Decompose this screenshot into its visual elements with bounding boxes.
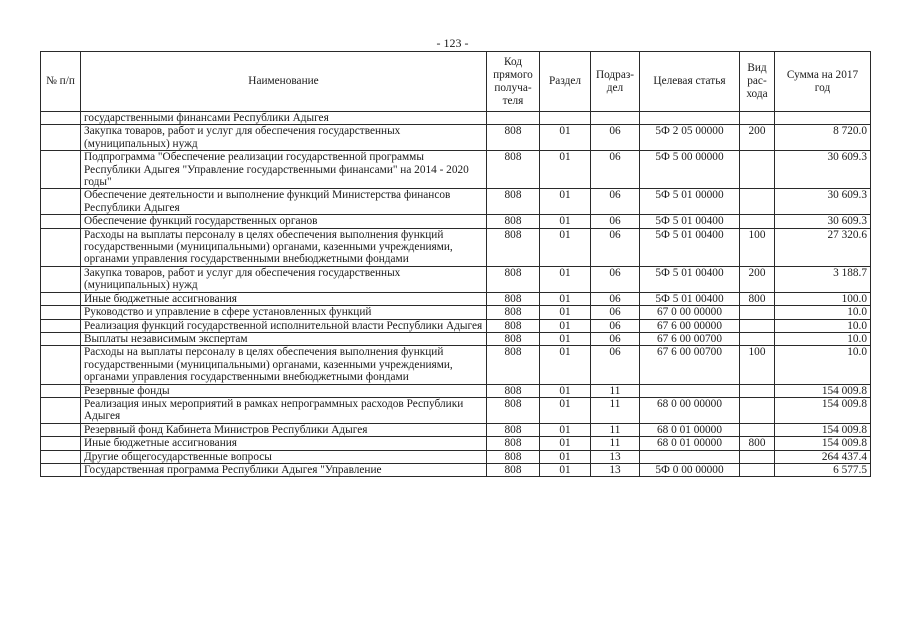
row-name: Закупка товаров, работ и услуг для обеспечения государственных (муниципальных) нужд — [81, 125, 487, 151]
row-name: Закупка товаров, работ и услуг для обеспечения государственных (муниципальных) нужд — [81, 266, 487, 292]
row-subsection: 06 — [591, 292, 640, 305]
row-name: Иные бюджетные ассигнования — [81, 437, 487, 450]
row-number — [41, 125, 81, 151]
row-code: 808 — [487, 215, 540, 228]
row-subsection: 06 — [591, 346, 640, 384]
row-subsection: 06 — [591, 266, 640, 292]
row-number — [41, 215, 81, 228]
row-kind: 100 — [740, 346, 775, 384]
row-kind — [740, 384, 775, 397]
row-sum: 100.0 — [775, 292, 871, 305]
table-row — [41, 450, 871, 463]
row-name: Обеспечение деятельности и выполнение функций Министерства финансов Республики Адыгея — [81, 189, 487, 215]
row-number — [41, 332, 81, 345]
table-row — [41, 228, 871, 266]
row-kind — [740, 319, 775, 332]
row-kind — [740, 463, 775, 476]
row-article: 5Ф 5 01 00400 — [640, 228, 740, 266]
row-name: государственными финансами Республики Адыгея — [81, 112, 487, 125]
row-article — [640, 450, 740, 463]
row-section — [540, 112, 591, 125]
row-code: 808 — [487, 125, 540, 151]
row-subsection: 11 — [591, 384, 640, 397]
table-row — [41, 319, 871, 332]
row-number — [41, 437, 81, 450]
row-code: 808 — [487, 319, 540, 332]
row-section: 01 — [540, 125, 591, 151]
col-header-kind: Вид рас-хода — [740, 52, 775, 112]
row-kind: 100 — [740, 228, 775, 266]
row-number — [41, 306, 81, 319]
row-name: Подпрограмма "Обеспечение реализации государственной программы Республики Адыгея "Управление государственными финансами" на 2014 - 2020 годы" — [81, 151, 487, 189]
row-sum: 8 720.0 — [775, 125, 871, 151]
row-article: 67 0 00 00000 — [640, 306, 740, 319]
row-number — [41, 266, 81, 292]
row-number — [41, 151, 81, 189]
row-section: 01 — [540, 450, 591, 463]
row-name: Реализация иных мероприятий в рамках непрограммных расходов Республики Адыгея — [81, 397, 487, 423]
row-subsection: 06 — [591, 332, 640, 345]
row-code: 808 — [487, 423, 540, 436]
row-subsection: 06 — [591, 151, 640, 189]
row-kind: 200 — [740, 125, 775, 151]
row-kind — [740, 397, 775, 423]
row-sum: 30 609.3 — [775, 151, 871, 189]
col-header-name: Наименование — [81, 52, 487, 112]
row-sum: 154 009.8 — [775, 437, 871, 450]
table-row — [41, 346, 871, 384]
row-sum: 154 009.8 — [775, 423, 871, 436]
row-subsection: 11 — [591, 437, 640, 450]
table-row — [41, 189, 871, 215]
row-name: Другие общегосударственные вопросы — [81, 450, 487, 463]
col-header-num: № п/п — [41, 52, 81, 112]
row-code: 808 — [487, 306, 540, 319]
table-row — [41, 292, 871, 305]
row-code: 808 — [487, 437, 540, 450]
col-header-code: Код прямого получа-теля — [487, 52, 540, 112]
row-section: 01 — [540, 384, 591, 397]
row-section: 01 — [540, 306, 591, 319]
table-row — [41, 437, 871, 450]
row-code: 808 — [487, 228, 540, 266]
row-sum: 264 437.4 — [775, 450, 871, 463]
row-article: 68 0 00 00000 — [640, 397, 740, 423]
table-row — [41, 266, 871, 292]
row-kind: 200 — [740, 266, 775, 292]
row-sum — [775, 112, 871, 125]
table-header-row — [41, 52, 871, 112]
row-section: 01 — [540, 215, 591, 228]
row-article: 5Ф 5 01 00400 — [640, 266, 740, 292]
row-kind — [740, 215, 775, 228]
row-number — [41, 189, 81, 215]
row-subsection: 11 — [591, 397, 640, 423]
budget-table — [40, 51, 871, 477]
page-number: - 123 - — [436, 36, 469, 50]
row-article: 67 6 00 00700 — [640, 332, 740, 345]
row-section: 01 — [540, 437, 591, 450]
row-subsection: 06 — [591, 228, 640, 266]
row-name: Обеспечение функций государственных органов — [81, 215, 487, 228]
row-code: 808 — [487, 397, 540, 423]
row-number — [41, 319, 81, 332]
table-row — [41, 125, 871, 151]
row-subsection: 06 — [591, 215, 640, 228]
row-article: 68 0 01 00000 — [640, 437, 740, 450]
col-header-sum: Сумма на 2017 год — [775, 52, 871, 112]
col-header-section: Раздел — [540, 52, 591, 112]
row-section: 01 — [540, 266, 591, 292]
row-name: Выплаты независимым экспертам — [81, 332, 487, 345]
row-code: 808 — [487, 463, 540, 476]
row-number — [41, 228, 81, 266]
row-subsection: 13 — [591, 450, 640, 463]
row-name: Реализация функций государственной исполнительной власти Республики Адыгея — [81, 319, 487, 332]
row-kind — [740, 112, 775, 125]
table-row — [41, 397, 871, 423]
row-sum: 30 609.3 — [775, 215, 871, 228]
table-row — [41, 384, 871, 397]
row-kind — [740, 306, 775, 319]
row-code: 808 — [487, 384, 540, 397]
row-section: 01 — [540, 397, 591, 423]
row-name: Иные бюджетные ассигнования — [81, 292, 487, 305]
row-section: 01 — [540, 332, 591, 345]
row-code: 808 — [487, 346, 540, 384]
row-article: 5Ф 5 01 00400 — [640, 292, 740, 305]
row-article: 67 6 00 00000 — [640, 319, 740, 332]
row-article — [640, 384, 740, 397]
row-number — [41, 292, 81, 305]
table-row — [41, 332, 871, 345]
row-sum: 27 320.6 — [775, 228, 871, 266]
row-section: 01 — [540, 423, 591, 436]
row-section: 01 — [540, 319, 591, 332]
table-row — [41, 463, 871, 476]
row-sum: 154 009.8 — [775, 384, 871, 397]
row-kind — [740, 151, 775, 189]
row-name: Государственная программа Республики Адыгея "Управление — [81, 463, 487, 476]
row-sum: 30 609.3 — [775, 189, 871, 215]
row-section: 01 — [540, 463, 591, 476]
row-name: Расходы на выплаты персоналу в целях обеспечения выполнения функций государственными (муниципальными) органами, казенными учреждениями, органами управления государственными внебюджетными фондами — [81, 346, 487, 384]
row-code: 808 — [487, 450, 540, 463]
row-article: 5Ф 2 05 00000 — [640, 125, 740, 151]
row-code: 808 — [487, 266, 540, 292]
row-sum: 10.0 — [775, 332, 871, 345]
row-article: 68 0 01 00000 — [640, 423, 740, 436]
row-sum: 6 577.5 — [775, 463, 871, 476]
row-subsection: 13 — [591, 463, 640, 476]
row-article: 5Ф 5 01 00400 — [640, 215, 740, 228]
row-section: 01 — [540, 228, 591, 266]
row-section: 01 — [540, 346, 591, 384]
row-subsection — [591, 112, 640, 125]
row-name: Резервный фонд Кабинета Министров Республики Адыгея — [81, 423, 487, 436]
table-row — [41, 151, 871, 189]
row-number — [41, 463, 81, 476]
row-kind — [740, 423, 775, 436]
col-header-subsection: Подраз-дел — [591, 52, 640, 112]
row-name: Расходы на выплаты персоналу в целях обеспечения выполнения функций государственными (муниципальными) органами, казенными учреждениями, органами управления государственными внебюджетными фондами — [81, 228, 487, 266]
row-subsection: 06 — [591, 125, 640, 151]
row-section: 01 — [540, 189, 591, 215]
row-name: Резервные фонды — [81, 384, 487, 397]
row-number — [41, 346, 81, 384]
row-kind — [740, 189, 775, 215]
row-sum: 10.0 — [775, 346, 871, 384]
row-kind: 800 — [740, 437, 775, 450]
row-kind — [740, 332, 775, 345]
row-article: 67 6 00 00700 — [640, 346, 740, 384]
row-number — [41, 397, 81, 423]
row-article — [640, 112, 740, 125]
row-number — [41, 423, 81, 436]
row-article: 5Ф 5 01 00000 — [640, 189, 740, 215]
row-subsection: 06 — [591, 189, 640, 215]
row-subsection: 06 — [591, 306, 640, 319]
row-subsection: 11 — [591, 423, 640, 436]
row-section: 01 — [540, 292, 591, 305]
row-kind: 800 — [740, 292, 775, 305]
table-body — [41, 112, 871, 477]
col-header-article: Целевая статья — [640, 52, 740, 112]
row-number — [41, 450, 81, 463]
row-sum: 3 188.7 — [775, 266, 871, 292]
row-code: 808 — [487, 292, 540, 305]
row-article: 5Ф 5 00 00000 — [640, 151, 740, 189]
row-subsection: 06 — [591, 319, 640, 332]
row-code: 808 — [487, 189, 540, 215]
row-name: Руководство и управление в сфере установленных функций — [81, 306, 487, 319]
table-row — [41, 423, 871, 436]
row-kind — [740, 450, 775, 463]
row-code: 808 — [487, 151, 540, 189]
row-section: 01 — [540, 151, 591, 189]
table-row — [41, 306, 871, 319]
table-row — [41, 215, 871, 228]
row-sum: 154 009.8 — [775, 397, 871, 423]
row-code — [487, 112, 540, 125]
row-article: 5Ф 0 00 00000 — [640, 463, 740, 476]
row-sum: 10.0 — [775, 319, 871, 332]
table-row — [41, 112, 871, 125]
row-number — [41, 384, 81, 397]
row-sum: 10.0 — [775, 306, 871, 319]
row-number — [41, 112, 81, 125]
row-code: 808 — [487, 332, 540, 345]
